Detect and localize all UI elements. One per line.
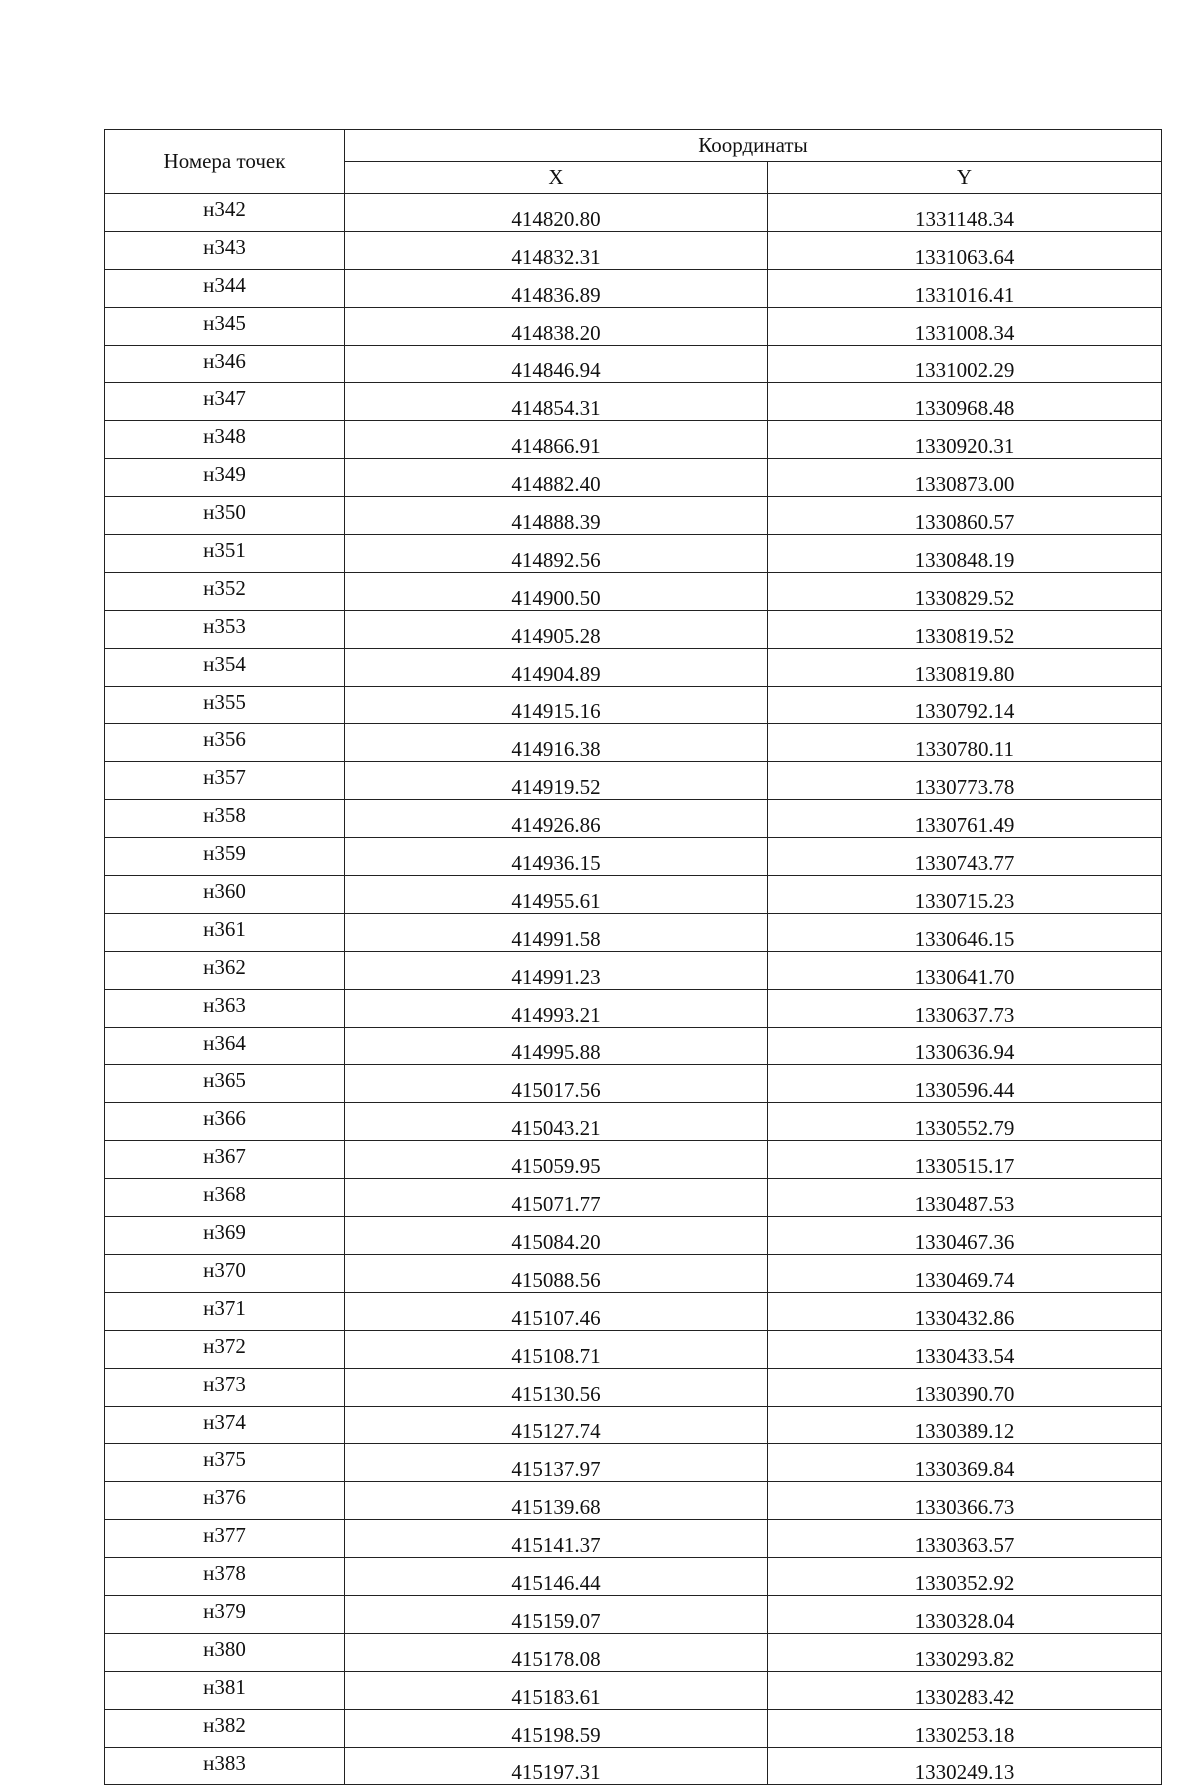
x-cell: 415107.46	[345, 1292, 768, 1330]
x-cell: 414915.16	[345, 686, 768, 724]
y-cell: 1330390.70	[768, 1368, 1162, 1406]
x-cell: 415137.97	[345, 1444, 768, 1482]
table-row	[105, 1254, 1162, 1292]
point-cell: н348	[105, 421, 345, 459]
point-cell: н364	[105, 1027, 345, 1065]
point-cell: н367	[105, 1141, 345, 1179]
x-cell: 414993.21	[345, 989, 768, 1027]
y-cell: 1331148.34	[768, 194, 1162, 232]
x-cell: 415130.56	[345, 1368, 768, 1406]
point-cell: н366	[105, 1103, 345, 1141]
y-cell: 1331002.29	[768, 345, 1162, 383]
table-row	[105, 1027, 1162, 1065]
point-cell: н381	[105, 1671, 345, 1709]
coordinates-table	[104, 129, 1162, 1785]
point-cell: н379	[105, 1595, 345, 1633]
y-cell: 1330792.14	[768, 686, 1162, 724]
table-row	[105, 1444, 1162, 1482]
y-cell: 1331016.41	[768, 269, 1162, 307]
table-row	[105, 913, 1162, 951]
y-cell: 1330646.15	[768, 913, 1162, 951]
y-cell: 1330920.31	[768, 421, 1162, 459]
point-cell: н359	[105, 838, 345, 876]
x-cell: 415141.37	[345, 1520, 768, 1558]
table-row	[105, 1558, 1162, 1596]
y-cell: 1330641.70	[768, 951, 1162, 989]
point-cell: н382	[105, 1709, 345, 1747]
point-cell: н360	[105, 876, 345, 914]
y-cell: 1330432.86	[768, 1292, 1162, 1330]
point-cell: н372	[105, 1330, 345, 1368]
x-cell: 415071.77	[345, 1179, 768, 1217]
table-row	[105, 1671, 1162, 1709]
x-cell: 414916.38	[345, 724, 768, 762]
y-cell: 1330715.23	[768, 876, 1162, 914]
y-cell: 1330515.17	[768, 1141, 1162, 1179]
x-cell: 415178.08	[345, 1633, 768, 1671]
y-cell: 1330848.19	[768, 535, 1162, 573]
y-cell: 1330636.94	[768, 1027, 1162, 1065]
x-cell: 414905.28	[345, 610, 768, 648]
x-cell: 414832.31	[345, 231, 768, 269]
table-row	[105, 800, 1162, 838]
point-cell: н368	[105, 1179, 345, 1217]
point-cell: н345	[105, 307, 345, 345]
table-row	[105, 1482, 1162, 1520]
table-row	[105, 459, 1162, 497]
table-row	[105, 838, 1162, 876]
table-row	[105, 724, 1162, 762]
points-column-header: Номера точек	[105, 130, 345, 194]
x-cell: 414991.23	[345, 951, 768, 989]
table-header	[105, 130, 1162, 194]
point-cell: н352	[105, 572, 345, 610]
y-cell: 1330780.11	[768, 724, 1162, 762]
y-cell: 1330819.52	[768, 610, 1162, 648]
table-row	[105, 762, 1162, 800]
x-cell: 414936.15	[345, 838, 768, 876]
y-cell: 1330366.73	[768, 1482, 1162, 1520]
y-cell: 1330873.00	[768, 459, 1162, 497]
table-body	[105, 194, 1162, 1785]
x-cell: 414836.89	[345, 269, 768, 307]
point-cell: н356	[105, 724, 345, 762]
point-cell: н362	[105, 951, 345, 989]
table-row	[105, 194, 1162, 232]
y-cell: 1330860.57	[768, 497, 1162, 535]
y-cell: 1330968.48	[768, 383, 1162, 421]
point-cell: н383	[105, 1747, 345, 1785]
point-cell: н357	[105, 762, 345, 800]
point-cell: н351	[105, 535, 345, 573]
point-cell: н354	[105, 648, 345, 686]
table-row	[105, 1520, 1162, 1558]
y-cell: 1330596.44	[768, 1065, 1162, 1103]
point-cell: н369	[105, 1217, 345, 1255]
point-cell: н375	[105, 1444, 345, 1482]
table-row	[105, 1368, 1162, 1406]
x-cell: 415084.20	[345, 1217, 768, 1255]
coordinates-column-header: Координаты	[345, 130, 1162, 162]
point-cell: н380	[105, 1633, 345, 1671]
y-cell: 1331063.64	[768, 231, 1162, 269]
table-row	[105, 497, 1162, 535]
table-row	[105, 610, 1162, 648]
y-cell: 1330363.57	[768, 1520, 1162, 1558]
x-cell: 415059.95	[345, 1141, 768, 1179]
point-cell: н374	[105, 1406, 345, 1444]
x-cell: 414882.40	[345, 459, 768, 497]
x-cell: 414838.20	[345, 307, 768, 345]
y-cell: 1330829.52	[768, 572, 1162, 610]
y-cell: 1331008.34	[768, 307, 1162, 345]
point-cell: н371	[105, 1292, 345, 1330]
y-cell: 1330469.74	[768, 1254, 1162, 1292]
point-cell: н343	[105, 231, 345, 269]
table-row	[105, 1406, 1162, 1444]
x-cell: 414991.58	[345, 913, 768, 951]
x-cell: 415127.74	[345, 1406, 768, 1444]
x-cell: 415139.68	[345, 1482, 768, 1520]
y-cell: 1330369.84	[768, 1444, 1162, 1482]
x-cell: 415146.44	[345, 1558, 768, 1596]
y-cell: 1330467.36	[768, 1217, 1162, 1255]
point-cell: н370	[105, 1254, 345, 1292]
table-row	[105, 1330, 1162, 1368]
table-row	[105, 1217, 1162, 1255]
y-cell: 1330389.12	[768, 1406, 1162, 1444]
x-cell: 414820.80	[345, 194, 768, 232]
x-cell: 414926.86	[345, 800, 768, 838]
table-row	[105, 648, 1162, 686]
table-row	[105, 345, 1162, 383]
table-row	[105, 1103, 1162, 1141]
y-cell: 1330328.04	[768, 1595, 1162, 1633]
point-cell: н349	[105, 459, 345, 497]
x-cell: 414892.56	[345, 535, 768, 573]
x-cell: 414955.61	[345, 876, 768, 914]
table-row	[105, 686, 1162, 724]
y-cell: 1330552.79	[768, 1103, 1162, 1141]
point-cell: н378	[105, 1558, 345, 1596]
y-cell: 1330249.13	[768, 1747, 1162, 1785]
y-cell: 1330761.49	[768, 800, 1162, 838]
point-cell: н353	[105, 610, 345, 648]
y-cell: 1330352.92	[768, 1558, 1162, 1596]
point-cell: н355	[105, 686, 345, 724]
table-row	[105, 951, 1162, 989]
x-cell: 414995.88	[345, 1027, 768, 1065]
x-cell: 414904.89	[345, 648, 768, 686]
y-cell: 1330283.42	[768, 1671, 1162, 1709]
y-cell: 1330819.80	[768, 648, 1162, 686]
x-cell: 415017.56	[345, 1065, 768, 1103]
point-cell: н363	[105, 989, 345, 1027]
x-cell: 414888.39	[345, 497, 768, 535]
point-cell: н346	[105, 345, 345, 383]
point-cell: н376	[105, 1482, 345, 1520]
x-column-header: X	[345, 162, 768, 194]
point-cell: н342	[105, 194, 345, 232]
table-row	[105, 1065, 1162, 1103]
x-cell: 415088.56	[345, 1254, 768, 1292]
y-cell: 1330293.82	[768, 1633, 1162, 1671]
x-cell: 415197.31	[345, 1747, 768, 1785]
table-row	[105, 572, 1162, 610]
table-row	[105, 876, 1162, 914]
y-cell: 1330637.73	[768, 989, 1162, 1027]
y-cell: 1330773.78	[768, 762, 1162, 800]
y-cell: 1330743.77	[768, 838, 1162, 876]
table-row	[105, 269, 1162, 307]
point-cell: н358	[105, 800, 345, 838]
y-column-header: Y	[768, 162, 1162, 194]
point-cell: н373	[105, 1368, 345, 1406]
x-cell: 415043.21	[345, 1103, 768, 1141]
point-cell: н344	[105, 269, 345, 307]
x-cell: 414900.50	[345, 572, 768, 610]
table-row	[105, 989, 1162, 1027]
table-row	[105, 1595, 1162, 1633]
table-row	[105, 307, 1162, 345]
table-row	[105, 421, 1162, 459]
x-cell: 415183.61	[345, 1671, 768, 1709]
point-cell: н350	[105, 497, 345, 535]
point-cell: н361	[105, 913, 345, 951]
table-row	[105, 1633, 1162, 1671]
point-cell: н347	[105, 383, 345, 421]
x-cell: 415108.71	[345, 1330, 768, 1368]
table-row	[105, 231, 1162, 269]
y-cell: 1330487.53	[768, 1179, 1162, 1217]
table-row	[105, 1141, 1162, 1179]
table-row	[105, 1709, 1162, 1747]
table-row	[105, 1179, 1162, 1217]
x-cell: 414866.91	[345, 421, 768, 459]
table-row	[105, 535, 1162, 573]
point-cell: н377	[105, 1520, 345, 1558]
point-cell: н365	[105, 1065, 345, 1103]
table-row	[105, 1747, 1162, 1785]
table-row	[105, 1292, 1162, 1330]
x-cell: 415198.59	[345, 1709, 768, 1747]
y-cell: 1330253.18	[768, 1709, 1162, 1747]
table-row	[105, 383, 1162, 421]
x-cell: 415159.07	[345, 1595, 768, 1633]
x-cell: 414919.52	[345, 762, 768, 800]
x-cell: 414854.31	[345, 383, 768, 421]
x-cell: 414846.94	[345, 345, 768, 383]
y-cell: 1330433.54	[768, 1330, 1162, 1368]
header-row-1	[105, 130, 1162, 162]
